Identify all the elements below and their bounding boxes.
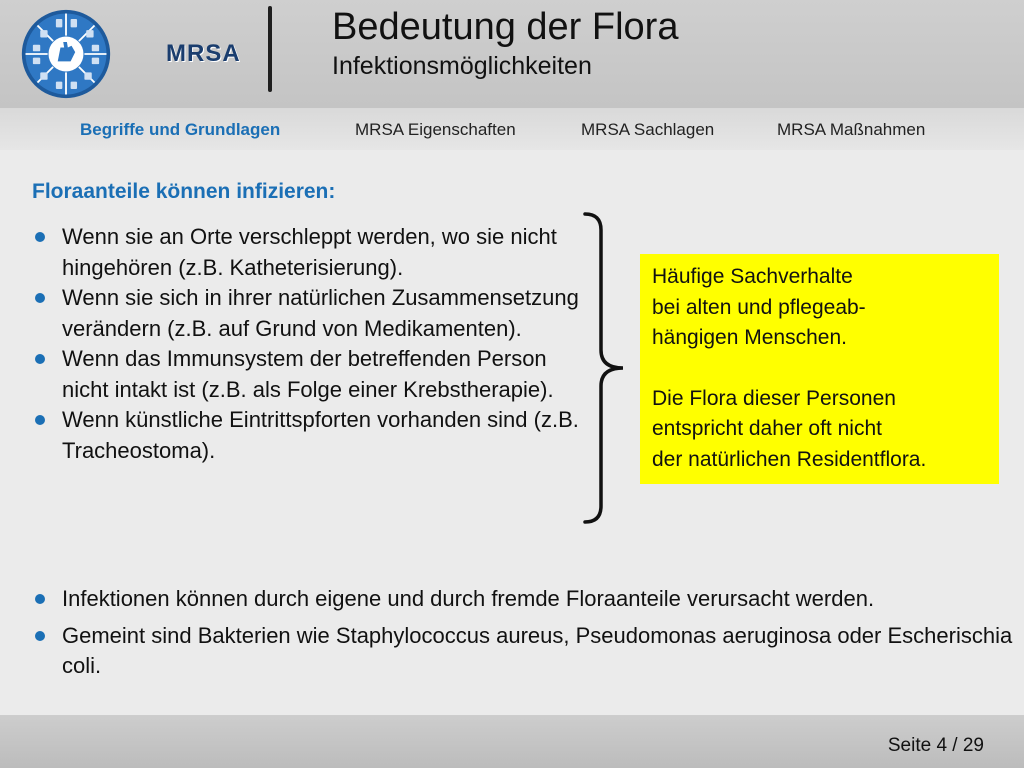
bullet-item: Wenn sie an Orte verschleppt werden, wo sie nicht hingehören (z.B. Katheterisierung).	[30, 222, 590, 283]
bullet-list	[30, 222, 590, 466]
note-line: hängigen Menschen.	[652, 326, 847, 349]
bullet-item: Wenn künstliche Eintrittspforten vorhanden sind (z.B. Tracheostoma).	[30, 405, 590, 466]
note-line: Die Flora dieser Personen	[652, 386, 896, 410]
brand-label: MRSA	[166, 40, 241, 67]
nav-tab-sachlagen[interactable]: MRSA Sachlagen	[581, 120, 715, 139]
mrsa-logo-icon	[20, 8, 112, 100]
bottom-bullet-list	[30, 584, 1024, 688]
note-spacer	[652, 354, 987, 384]
bullet-item: Infektionen können durch eigene und durch fremde Floraanteile verursacht werden.	[30, 584, 1024, 615]
note-line: bei alten und pflegeab-	[652, 295, 866, 319]
note-box	[640, 254, 999, 484]
nav-tab-massnahmen[interactable]: MRSA Maßnahmen	[777, 120, 926, 139]
bullet-item: Wenn sie sich in ihrer natürlichen Zusammensetzung verändern (z.B. auf Grund von Medikamenten).	[30, 283, 590, 344]
footer	[0, 715, 1024, 768]
bullet-item: Gemeint sind Bakterien wie Staphylococcus aureus, Pseudomonas aeruginosa oder Escherischia coli.	[30, 621, 1024, 682]
top-navigation	[0, 108, 1024, 150]
curly-brace-icon	[583, 210, 627, 526]
page-number: Seite 4 / 29	[887, 735, 984, 756]
header-divider	[268, 6, 272, 92]
note-line: Häufige Sachverhalte	[652, 265, 853, 288]
bullet-item: Wenn das Immunsystem der betreffenden Person nicht intakt ist (z.B. als Folge einer Krebstherapie).	[30, 344, 590, 405]
section-heading: Floraanteile können infizieren:	[32, 180, 336, 203]
page-subtitle: Infektionsmöglichkeiten	[332, 52, 592, 80]
note-line: entspricht daher oft nicht	[652, 417, 882, 440]
page-title: Bedeutung der Flora	[332, 6, 679, 48]
note-line: der natürlichen Residentflora.	[652, 447, 927, 471]
nav-tab-begriffe[interactable]: Begriffe und Grundlagen	[80, 120, 281, 139]
header	[0, 0, 1024, 108]
nav-tab-eigenschaften[interactable]: MRSA Eigenschaften	[355, 120, 516, 139]
